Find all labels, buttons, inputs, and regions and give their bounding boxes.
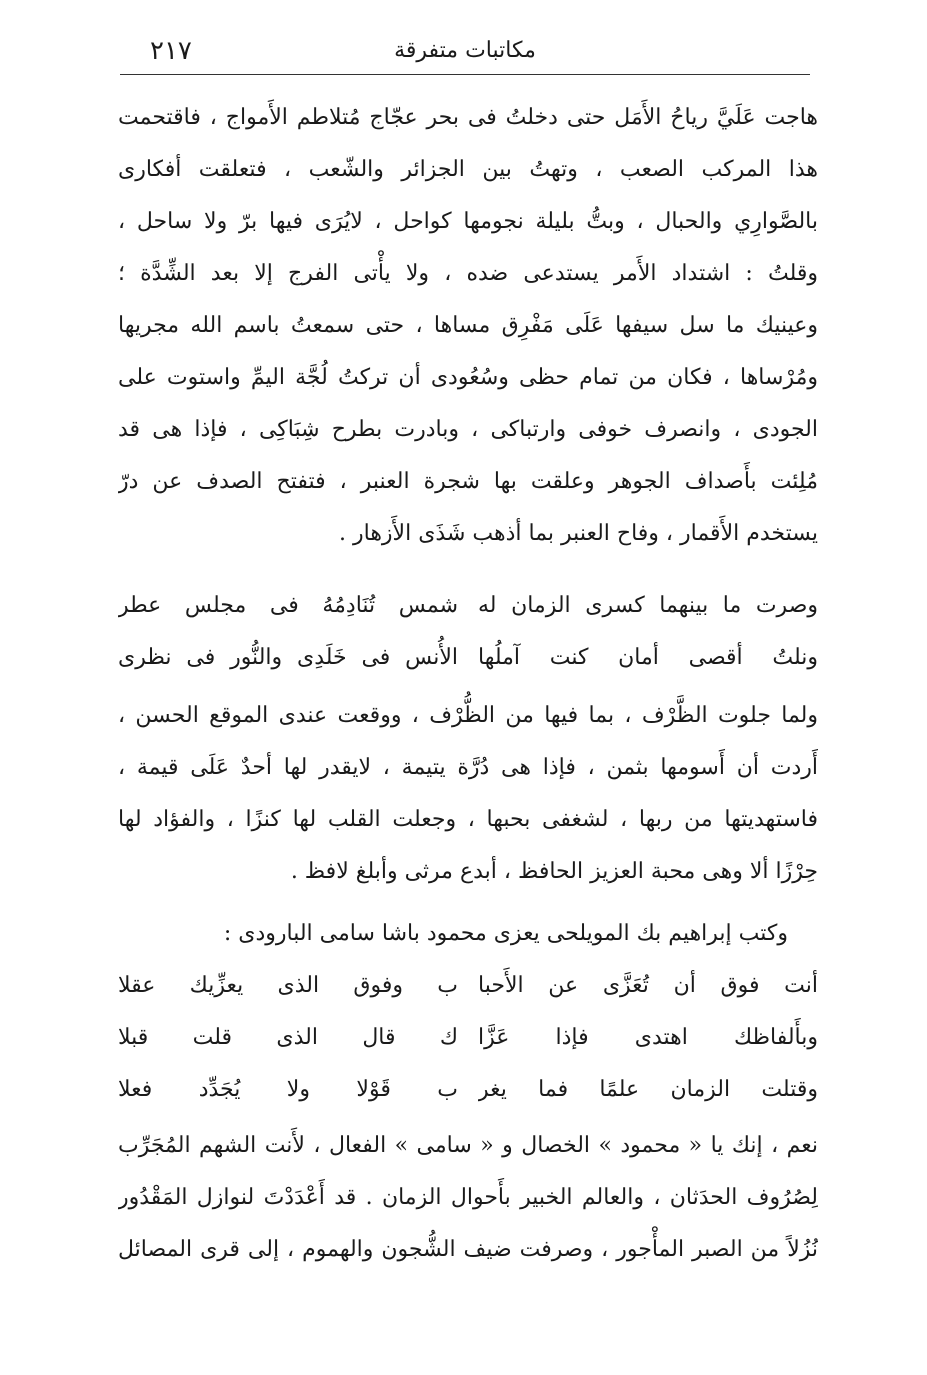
verse [118,1064,818,1116]
page-number: ٢١٧ [150,36,192,66]
text-line: مُلِئت بأَصداف الجوهر وعلقت بها شجرة العنبر ، فتفتح الصدف عن درّ [118,469,818,494]
poem-1 [118,580,818,684]
text-line: وقلتُ : اشتداد الأَمر يستدعى ضده ، ولا يأْتى الفرج إلا بعد الشِّدَّة ؛ [118,261,818,286]
verse-first-hemistich: أنت فوق أن تُعَزَّى عن الأَحبا [478,973,818,998]
verse [118,960,818,1012]
verse-second-hemistich: ك قال الذى قلت قبلا [118,1025,458,1050]
text-line: نُزُلاً من الصبر المأْجور ، وصرفت ضيف الشُّجون والهموم ، إلى قرى المصائل [118,1237,818,1262]
paragraph-3 [118,1120,818,1276]
verse-first-hemistich: ونلتُ أقصى أمان كنت آملُها [478,645,818,670]
running-title: مكاتبات متفرقة [394,38,536,63]
text-line: يستخدم الأَقمار ، وفاح العنبر بما أذهب شَذَى الأَزهار . [339,521,818,546]
verse-second-hemistich: شمس تُنَادِمُهُ فى مجلس عطر [118,593,458,618]
text-line: لِصُرُوف الحدَثان ، والعالم الخبير بأَحوال الزمان . قد أَعْدَدْتَ لنوازل المَقْدُور [118,1185,818,1210]
paragraph-1 [118,92,818,560]
page-header [120,30,810,75]
poem-intro: وكتب إبراهيم بك المويلحى يعزى محمود باشا سامى البارودى : [223,921,788,946]
text-line: ولما جلوت الظَّرْف ، بما فيها من الظُّرْف ، ووقعت عندى الموقع الحسن ، [118,703,818,728]
verse-first-hemistich: وصرت ما بينهما كسرى الزمان له [478,593,818,618]
text-line: أَردت أن أَسومها بثمن ، فإذا هى دُرَّة يتيمة ، لايقدر لها أحدٌ عَلَى قيمة ، [118,755,818,780]
text-line: نعم ، إنك يا « محمود » الخصال و « سامى » الفعال ، لأَنت الشهم المُجَرِّب [118,1133,818,1158]
text-line: وعينيك ما سل سيفها عَلَى مَفْرِق مساها ، حتى سمعتُ باسم الله مجريها [118,313,818,338]
text-line: حِرْزًا ألا وهى محبة العزيز الحافظ ، أبدع مرثى وأبلغ لافظ . [290,859,818,884]
verse-first-hemistich: وقتلت الزمان علمًا فما يغر [478,1077,818,1102]
verse-second-hemistich: ب قَوْلا ولا يُجَدِّد فعلا [118,1077,458,1102]
verse [118,632,818,684]
poem-2 [118,908,818,1116]
paragraph-2 [118,690,818,898]
text-line: الجودى ، وانصرف خوفى وارتباكى ، وبادرت بطرح شِبَاكِى ، فإذا هى قد [118,417,818,442]
verse [118,1012,818,1064]
verse-second-hemistich: الأُنس فى خَلَدِى والنُّور فى نظرى [118,645,458,670]
text-line: بالصَّوارِي والحبال ، وبتُّ بليلة نجومها كواحل ، لايُرَى فيها برّ ولا ساحل ، [118,209,818,234]
text-line: ومُرْساها ، فكان من تمام حظى وسُعُودى أن تركتُ لُجَّة اليمِّ واستوت على [118,365,818,390]
verse-second-hemistich: ب وفوق الذى يعزِّيك عقلا [118,973,458,998]
verse-first-hemistich: وبأَلفاظك اهتدى فإذا عَزَّا [478,1025,818,1050]
text-line: هاجت عَلَيَّ رياحُ الأَمَل حتى دخلتُ فى بحر عجّاج مُتلاطم الأَمواج ، فاقتحمت [118,105,818,130]
text-line: فاستهديتها من ربها ، لشغفى بحبها ، وجعلت القلب لها كنزًا ، والفؤاد لها [118,807,818,832]
verse [118,580,818,632]
text-line: هذا المركب الصعب ، وتهتُ بين الجزائر والشّعب ، فتعلقت أفكارى [118,157,818,182]
